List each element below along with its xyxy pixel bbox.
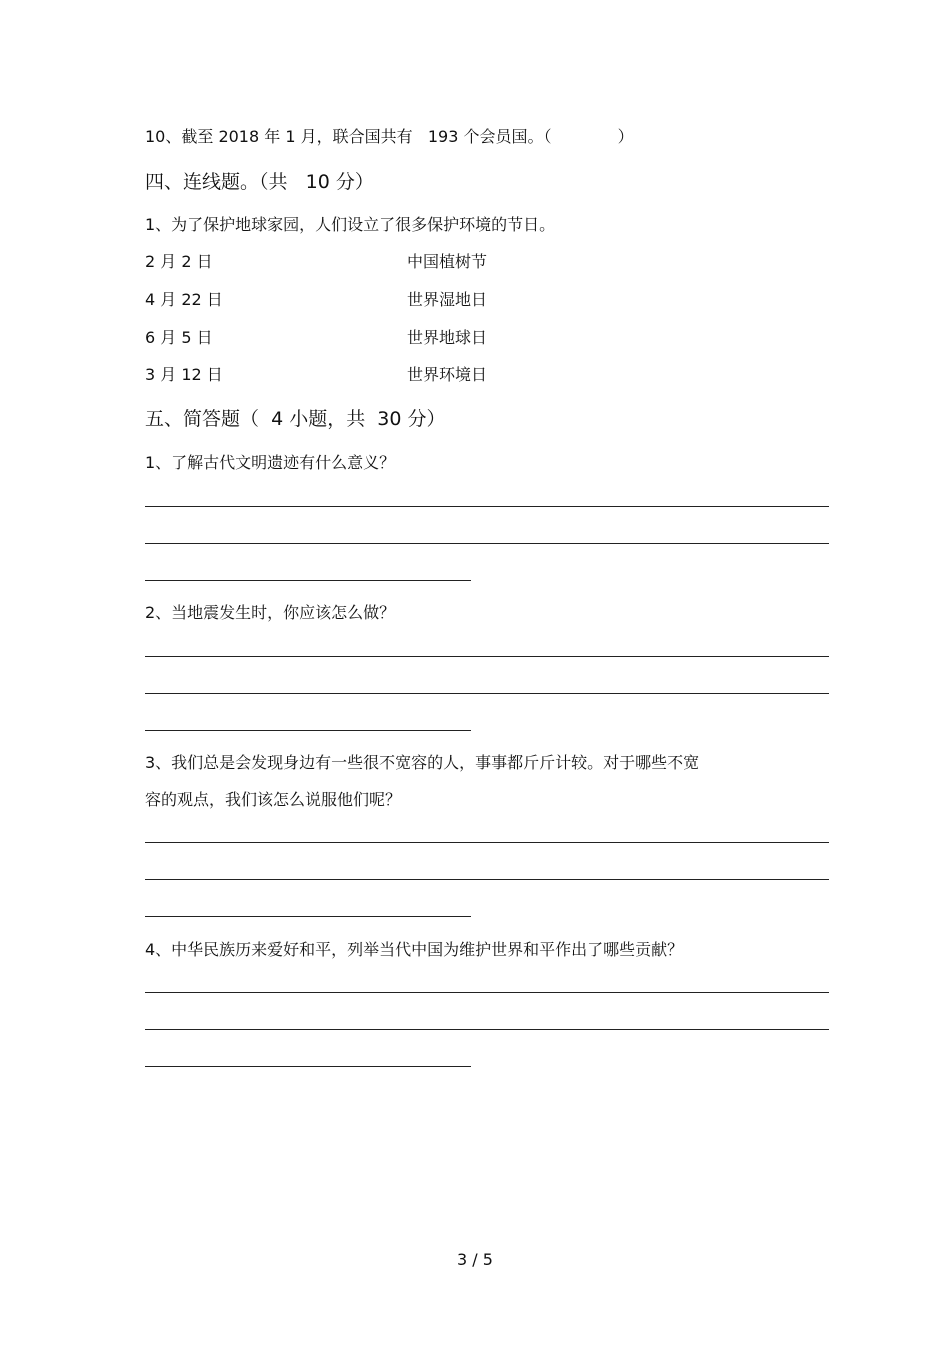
answer-line[interactable]	[145, 543, 829, 544]
section-5-question-1: 1、了解古代文明遗迹有什么意义？	[145, 453, 396, 472]
section-5-question-3-continued: 容的观点，我们该怎么说服他们呢？	[145, 790, 402, 809]
answer-line[interactable]	[145, 916, 471, 917]
answer-line[interactable]	[145, 992, 829, 993]
matching-date-3: 6 月 5 日	[145, 328, 213, 347]
answer-line[interactable]	[145, 1066, 471, 1067]
answer-line[interactable]	[145, 730, 471, 731]
answer-line[interactable]	[145, 506, 829, 507]
page-number: 3 / 5	[457, 1250, 493, 1269]
matching-date-4: 3 月 12 日	[145, 365, 223, 384]
answer-line[interactable]	[145, 1029, 829, 1030]
question-10: 10、截至 2018 年 1 月，联合国共有 193 个会员国。（ ）	[145, 127, 634, 146]
section-5-title: 五、简答题（ 4 小题，共 30 分）	[145, 408, 446, 430]
answer-line[interactable]	[145, 656, 829, 657]
section-5-question-4: 4、中华民族历来爱好和平，列举当代中国为维护世界和平作出了哪些贡献？	[145, 940, 684, 959]
answer-line[interactable]	[145, 842, 829, 843]
matching-event-2: 世界湿地日	[407, 290, 488, 309]
answer-line[interactable]	[145, 879, 829, 880]
section-5-question-3: 3、我们总是会发现身边有一些很不宽容的人，事事都斤斤计较。对于哪些不宽	[145, 753, 700, 772]
matching-date-2: 4 月 22 日	[145, 290, 223, 309]
section-4-title: 四、连线题。（共 10 分）	[145, 171, 374, 193]
answer-line[interactable]	[145, 580, 471, 581]
section-4-question-1: 1、为了保护地球家园，人们设立了很多保护环境的节日。	[145, 215, 556, 234]
answer-line[interactable]	[145, 693, 829, 694]
matching-event-3: 世界地球日	[407, 328, 488, 347]
matching-date-1: 2 月 2 日	[145, 252, 213, 271]
matching-event-1: 中国植树节	[407, 252, 488, 271]
section-5-question-2: 2、当地震发生时，你应该怎么做？	[145, 603, 396, 622]
matching-event-4: 世界环境日	[407, 365, 488, 384]
